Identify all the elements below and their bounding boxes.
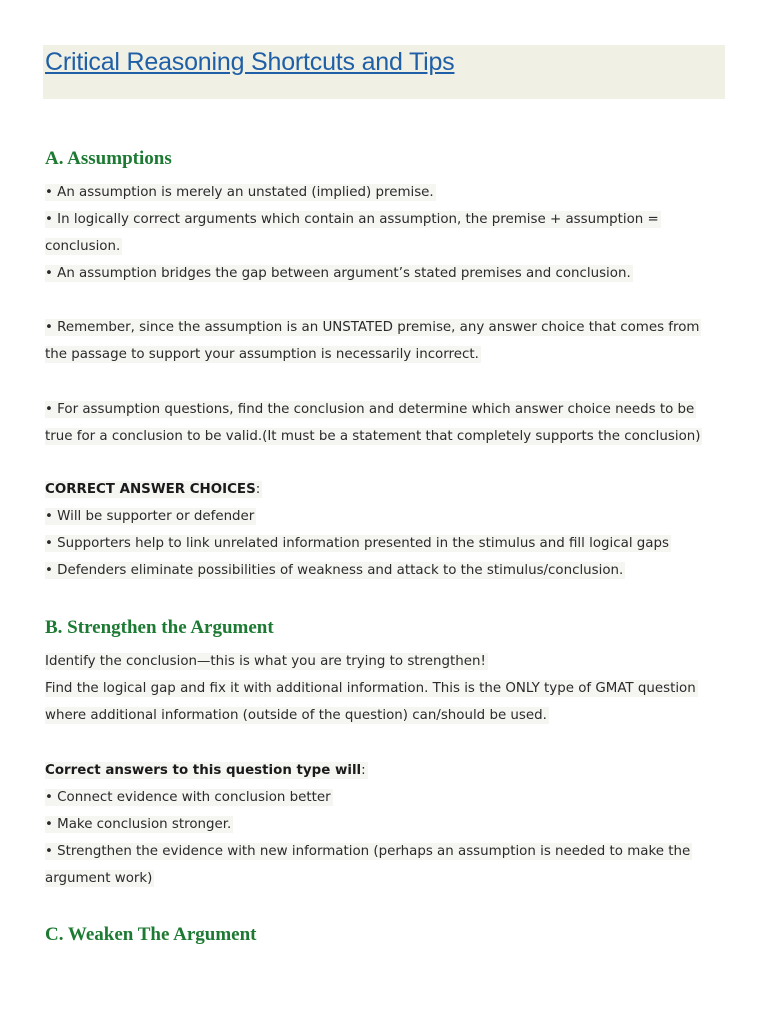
- assumption-bullet-5: • For assumption questions, find the conclusion and determine which answer choice needs to be: [45, 402, 695, 417]
- strengthen-bullet-3-cont: argument work): [45, 871, 153, 886]
- assumption-bullet-4-cont: the passage to support your assumption is necessarily incorrect.: [45, 347, 479, 362]
- section-b-heading: B. Strengthen the Argument: [45, 617, 274, 638]
- choice-bullet-3: • Defenders eliminate possibilities of weakness and attack to the stimulus/conclusion.: [45, 563, 624, 578]
- strengthen-line-3: where additional information (outside of the question) can/should be used.: [45, 708, 547, 723]
- assumption-bullet-3: • An assumption bridges the gap between argument’s stated premises and conclusion.: [45, 266, 631, 281]
- strengthen-line-1: Identify the conclusion—this is what you are trying to strengthen!: [45, 654, 486, 669]
- assumption-bullet-2-cont: conclusion.: [45, 239, 121, 254]
- assumption-bullet-2: • In logically correct arguments which contain an assumption, the premise + assumption =: [45, 212, 659, 227]
- correct-answer-choices-label: CORRECT ANSWER CHOICES:: [45, 482, 261, 497]
- page-title-link[interactable]: Critical Reasoning Shortcuts and Tips: [45, 48, 455, 76]
- section-c-heading: C. Weaken The Argument: [45, 924, 257, 945]
- strengthen-bullet-2: • Make conclusion stronger.: [45, 817, 232, 832]
- strengthen-bullet-1: • Connect evidence with conclusion better: [45, 790, 331, 805]
- choice-bullet-2: • Supporters help to link unrelated information presented in the stimulus and fill logical gaps: [45, 536, 669, 551]
- strengthen-line-2: Find the logical gap and fix it with additional information. This is the ONLY type of GMAT question: [45, 681, 696, 696]
- choice-bullet-1: • Will be supporter or defender: [45, 509, 255, 524]
- strengthen-correct-answers-label: Correct answers to this question type will:: [45, 763, 366, 778]
- section-a-heading: A. Assumptions: [45, 148, 172, 169]
- assumption-bullet-1: • An assumption is merely an unstated (implied) premise.: [45, 185, 434, 200]
- assumption-bullet-5-cont: true for a conclusion to be valid.(It must be a statement that completely supports the conclusion): [45, 429, 701, 444]
- strengthen-bullet-3: • Strengthen the evidence with new information (perhaps an assumption is needed to make the: [45, 844, 691, 859]
- title-banner: [43, 45, 725, 99]
- assumption-bullet-4: • Remember, since the assumption is an UNSTATED premise, any answer choice that comes from: [45, 320, 700, 335]
